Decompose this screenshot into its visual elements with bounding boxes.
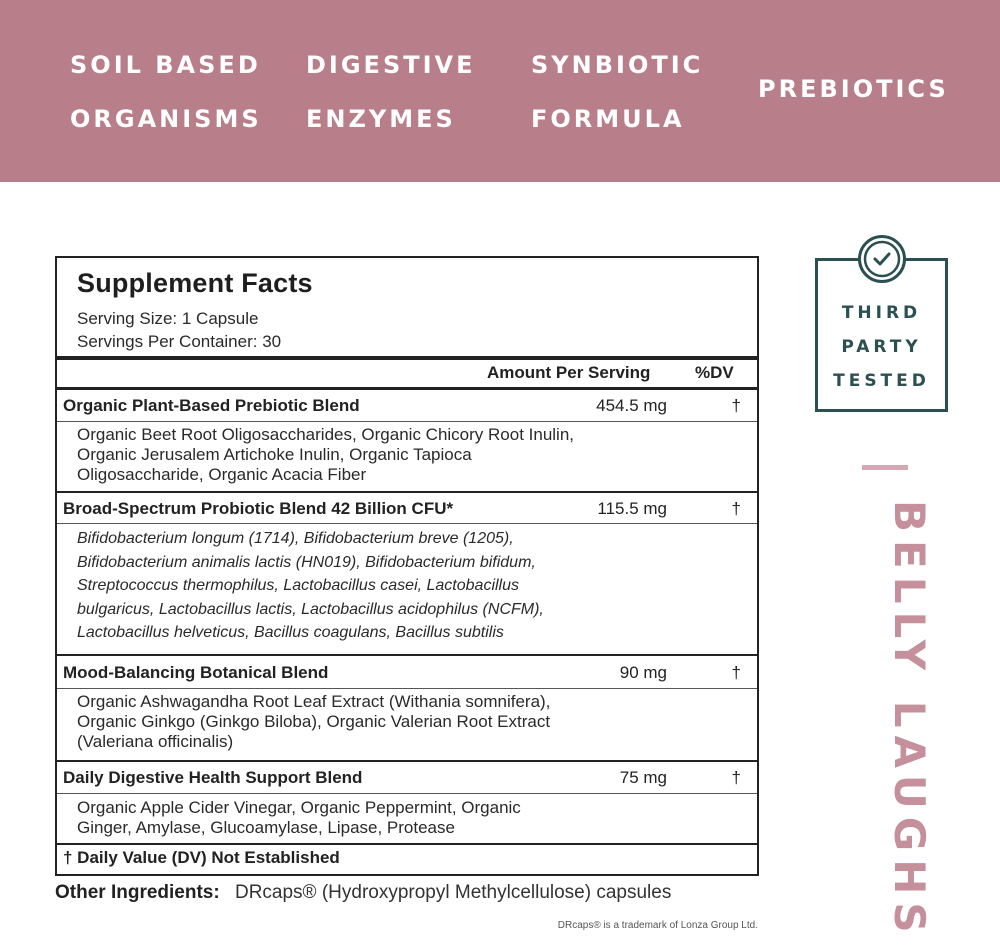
column-header-dv: %DV [695,363,734,382]
blend-row-digestive [57,764,757,794]
divider [57,523,757,524]
ingredient-line: Bifidobacterium longum (1714), Bifidobacterium breve (1205), [77,530,514,547]
banner-item-soil-based-organisms [70,38,262,146]
badge-line-party: PARTY [841,337,922,357]
other-ingredients-value: DRcaps® (Hydroxypropyl Methylcellulose) capsules [234,882,672,903]
other-ingredients-label: Other Ingredients: [55,882,220,903]
divider [57,760,757,762]
divider [57,491,757,493]
blend-amount: 454.5 mg [596,396,667,415]
blend-amount: 90 mg [619,663,667,682]
blend-name: Daily Digestive Health Support Blend [63,768,363,787]
trademark-note: DRcaps® is a trademark of Lonza Group Ltd. [557,920,758,931]
banner-item-line: SYNBIOTIC [531,51,704,79]
divider [57,843,757,845]
blend-amount: 115.5 mg [597,499,667,518]
blend-row-botanical [57,659,757,689]
ingredient-line: bulgaricus, Lactobacillus lactis, Lactobacillus acidophilus (NCFM), [77,600,544,618]
blend-dv: † [731,663,741,682]
divider [57,793,757,794]
blend-ingredients-prebiotic [77,425,574,485]
other-ingredients [55,882,671,904]
brand-accent-bar [862,465,908,470]
blend-dv: † [731,396,741,415]
banner-item-synbiotic-formula [531,38,703,146]
ingredient-line: Ginger, Amylase, Glucoamylase, Lipase, Protease [77,818,455,837]
banner-item-line: ORGANISMS [70,105,262,133]
banner-item-line: ENZYMES [306,105,456,133]
facts-title: Supplement Facts [77,268,313,298]
divider [57,654,757,656]
ingredient-line: Organic Beet Root Oligosaccharides, Organic Chicory Root Inulin, [77,425,575,444]
banner-item-line: FORMULA [531,105,685,133]
banner-item-line: SOIL BASED [70,51,261,79]
ingredient-line: Organic Ginkgo (Ginkgo Biloba), Organic Valerian Root Extract [77,712,551,731]
banner-item-line: PREBIOTICS [758,75,949,103]
serving-size: Serving Size: 1 Capsule [77,309,259,328]
divider-thick [57,356,757,360]
feature-banner [0,0,1000,182]
ingredient-line: Oligosaccharide, Organic Acacia Fiber [77,465,367,484]
blend-name: Mood-Balancing Botanical Blend [63,663,329,682]
ingredient-line: Organic Jerusalem Artichoke Inulin, Organic Tapioca [77,445,472,464]
check-circle-icon [858,235,906,283]
banner-item-prebiotics [758,62,949,116]
ingredient-line: Organic Apple Cider Vinegar, Organic Peppermint, Organic [77,798,521,817]
badge-line-tested: TESTED [833,371,930,391]
ingredient-line: (Valeriana officinalis) [77,732,234,751]
blend-dv: † [731,499,741,518]
divider-thick [57,387,757,390]
dv-footnote: † Daily Value (DV) Not Established [63,848,340,867]
column-header-amount: Amount Per Serving [487,363,651,382]
badge-line-third: THIRD [841,303,922,323]
ingredient-line: Organic Ashwagandha Root Leaf Extract (Withania somnifera), [77,692,551,711]
ingredient-line: Bifidobacterium animalis lactis (HN019), Bifidobacterium bifidum, [77,553,536,571]
blend-amount: 75 mg [619,768,667,787]
blend-ingredients-botanical [77,692,550,752]
ingredient-line: Lactobacillus helveticus, Bacillus coagulans, Bacillus subtilis [77,624,504,641]
banner-item-digestive-enzymes [306,38,476,146]
blend-row-probiotic [57,495,757,525]
servings-per-container: Servings Per Container: 30 [77,332,282,351]
banner-item-line: DIGESTIVE [306,51,476,79]
blend-row-prebiotic [57,392,757,422]
supplement-facts-panel [55,256,759,876]
blend-name: Broad-Spectrum Probiotic Blend 42 Billion CFU* [63,499,454,518]
ingredient-line: Streptococcus thermophilus, Lactobacillus casei, Lactobacillus [77,577,520,594]
blend-ingredients-probiotic [77,527,544,645]
blend-ingredients-digestive [77,798,521,838]
brand-name: BELLY LAUGHS [885,500,934,941]
divider [57,421,757,422]
divider [57,688,757,689]
blend-dv: † [731,768,741,787]
blend-name: Organic Plant-Based Prebiotic Blend [63,396,360,415]
